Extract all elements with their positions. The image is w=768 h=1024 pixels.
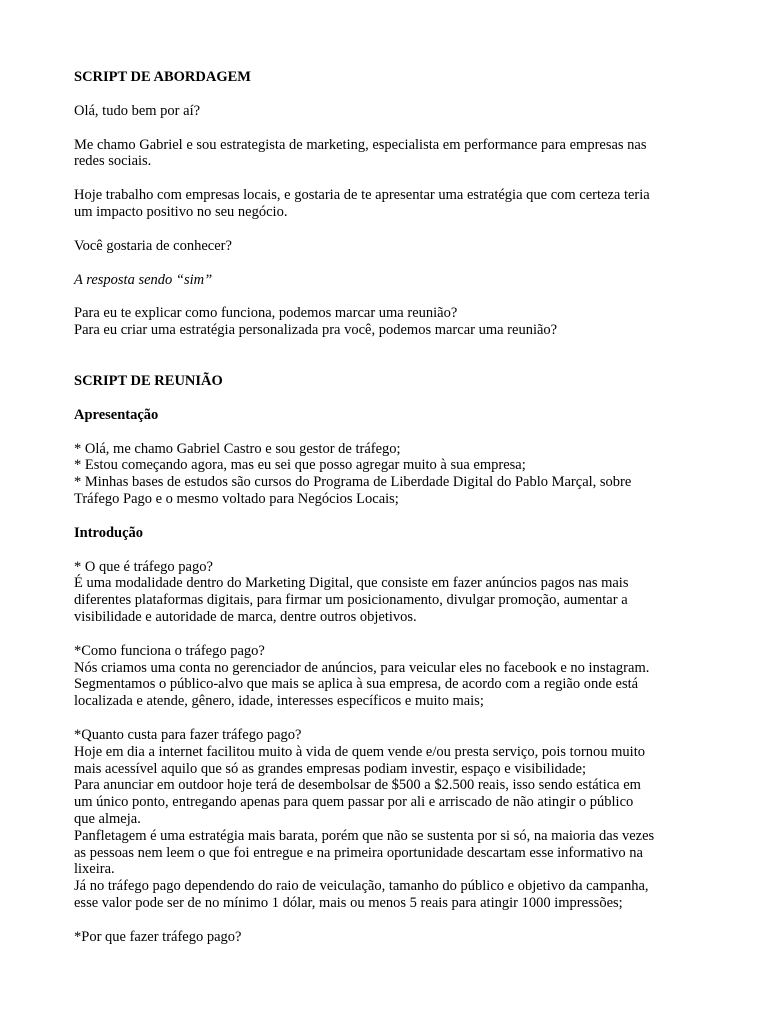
question-how-works-paragraph: *Como funciona o tráfego pago? Nós criamos uma conta no gerenciador de anúncios, para veicular eles no facebook e no instagram. Segmentamos o público-alvo que mais se aplica à sua empresa, de acordo com a região onde está localizada e atende, gênero, idade, interesses específicos e muito mais; <box>74 642 650 710</box>
today-paragraph: Hoje trabalho com empresas locais, e gostaria de te apresentar uma estratégia que com certeza teria um impacto positivo no seu negócio. <box>74 187 650 220</box>
intro-paragraph: Me chamo Gabriel e sou estrategista de marketing, especialista em performance para empresas nas redes sociais. <box>74 136 647 170</box>
question-what-is-paragraph: * O que é tráfego pago? É uma modalidade dentro do Marketing Digital, que consiste em fazer anúncios pagos nas mais diferentes plataformas digitais, para firmar um posicionamento, divulgar promoção, aumentar a visibilidade e autoridade de marca, dentre outros objetivos. <box>74 558 629 625</box>
question-paragraph: Você gostaria de conhecer? <box>74 237 232 254</box>
presentation-list: * Olá, me chamo Gabriel Castro e sou gestor de tráfego; * Estou começando agora, mas eu sei que posso agregar muito à sua empresa; * Minhas bases de estudos são cursos do Programa de Liberdade Digital do Pablo Marçal, sobre Tráfego Pago e o mesmo voltado para Negócios Locais; <box>74 440 632 507</box>
question-cost-paragraph: *Quanto custa para fazer tráfego pago? Hoje em dia a internet facilitou muito à vida de quem vende e/ou presta serviço, pois tornou muito mais acessível aquilo que só as grandes empresas podiam investir, espaço e visibilidade; Para anunciar em outdoor hoje terá de desembolsar de $500 a $2.500 reais, isso sendo estática em um único ponto, entregando apenas para quem passar por ali e arriscado de não atingir o público que almeja. Panfletagem é uma estratégia mais barata, porém que não se sustenta por si só, na maioria das vezes as pessoas nem leem o que foi entregue e na primeira oportunidade descartam esse informativo na lixeira. Já no tráfego pago dependendo do raio de veiculação, tamanho do público e objetivo da campanha, esse valor pode ser de no mínimo 1 dólar, mais ou menos 5 reais para atingir 1000 impressões; <box>74 726 655 911</box>
presentation-heading: Apresentação <box>74 406 159 423</box>
meeting-script-title: SCRIPT DE REUNIÃO <box>74 372 223 389</box>
answer-paragraph: A resposta sendo “sim” <box>74 271 213 288</box>
greeting-paragraph: Olá, tudo bem por aí? <box>74 102 201 119</box>
meeting-paragraph: Para eu te explicar como funciona, podemos marcar uma reunião? Para eu criar uma estratégia personalizada pra você, podemos marcar uma reunião? <box>74 305 558 339</box>
approach-title: SCRIPT DE ABORDAGEM <box>74 69 251 85</box>
introduction-heading: Introdução <box>74 524 144 541</box>
question-why-paragraph: *Por que fazer tráfego pago? <box>74 928 242 945</box>
